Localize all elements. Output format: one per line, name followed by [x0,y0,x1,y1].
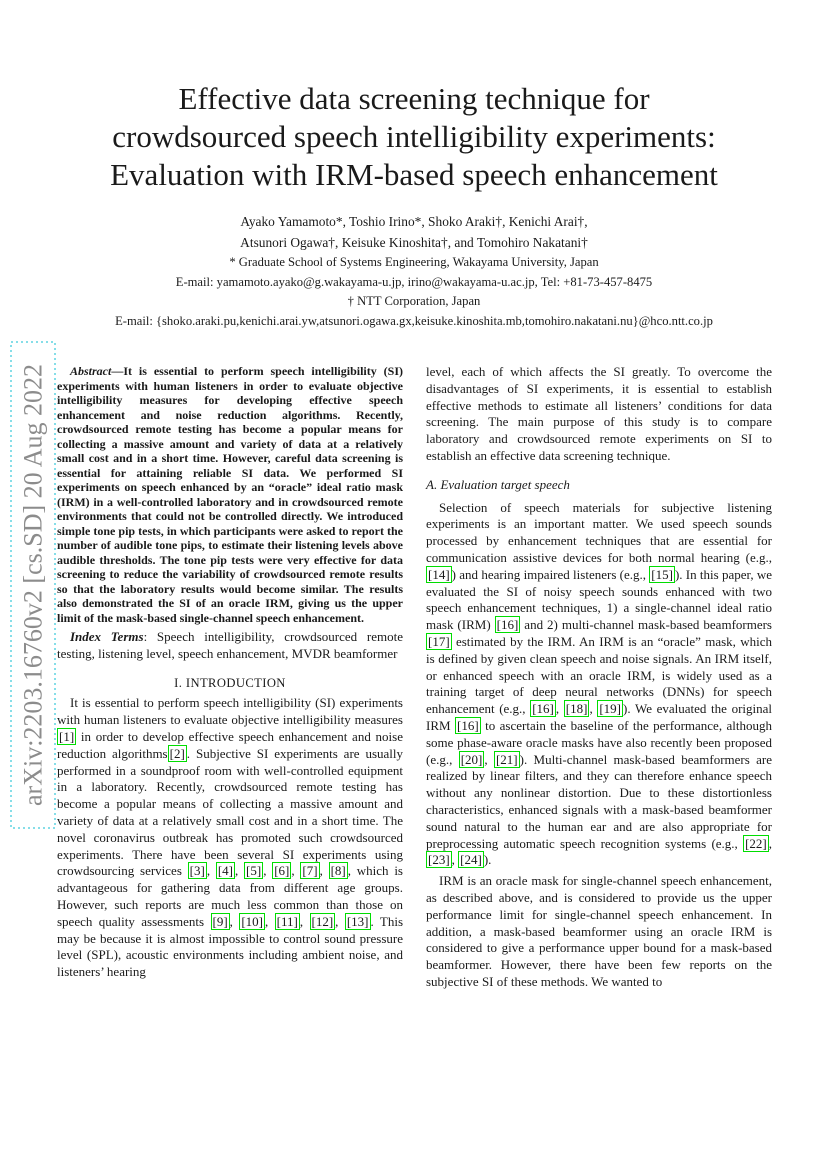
section-heading-introduction: I. INTRODUCTION [174,675,286,690]
author-line-1: Ayako Yamamoto*, Toshio Irino*, Shoko Araki†, Kenichi Arai†, [240,214,588,229]
citation-link[interactable]: [12] [311,913,334,929]
abstract [57,364,403,625]
author-line-2: Atsunori Ogawa†, Keisuke Kinoshita†, and Tomohiro Nakatani† [240,235,588,250]
title-line-3: Evaluation with IRM-based speech enhancement [110,157,718,192]
paragraph-continued: level, each of which affects the SI greatly. To overcome the disadvantages of SI experiments, it is essential to establish effective methods to estimate all listeners’ conditions for data screening. The main purpose of this study is to compare laboratory and crowdsourced remote experiments on SI to establish an effective data screening technique. [426,364,772,463]
email-line-1: E-mail: yamamoto.ayako@g.wakayama-u.jp, irino@wakayama-u.ac.jp, Tel: +81-73-457-8475 [175,274,653,289]
citation-link[interactable]: [19] [599,701,621,717]
title-line-1: Effective data screening technique for [178,81,650,116]
author-block [40,211,788,331]
citation-link[interactable]: [11] [276,913,298,929]
citation-link[interactable]: [16] [496,617,519,633]
paragraph-speech-materials: Selection of speech materials for subjective listening experiments is an important matter. We used speech sounds processed by enhancement techniques that are essential for communication assistive devices for both normal hearing (e.g., [14] ) and hearing impaired listeners (e.g., [15] ). In this paper, we evaluated the SI of noisy speech sounds enhanced with two speech enhancement techniques, 1) a single-channel ideal ratio mask (IRM) [16] and 2) multi-channel mask-based beamformers [17] estimated by the IRM. An IRM is an “oracle” mask, which is defined by given clean speech and noise signals. An IRM itself, or enhanced speech with an oracle IRM, is widely used as a training target of deep neural networks (DNNs) for speech enhancement (e.g., [16] , [18] , [19] ). We evaluated the original IRM [16] to ascertain the baseline of the performance, although some phase-aware oracle masks have also recently been proposed (e.g., [20] , [21] ). Multi-channel mask-based beamformers are realized by linear filters, and they can therefore enhance speech without any nonlinear distortion. Due to these distortionless characteristics, enhanced signals with a mask-based beamformer sound natural to the human ear and are also appropriate for preprocessing automatic speech recognition systems (e.g., [22] , [23] , [24] ). [426,499,773,868]
arxiv-stamp[interactable] [8,340,58,830]
citation-link[interactable]: [14] [428,566,450,582]
index-terms-text: : Speech intelligibility, crowdsourced remote testing, listening level, speech enhancement, MVDR beamformer [57,629,403,661]
citation-link[interactable]: [16] [457,717,479,733]
citation-link[interactable]: [15] [651,566,673,582]
citation-link[interactable]: [9] [212,913,228,929]
paper-title [60,80,768,194]
citation-link[interactable]: [5] [246,863,262,879]
citation-link[interactable]: [16] [532,701,554,717]
subsection-heading: A. Evaluation target speech [426,476,570,492]
citation-link[interactable]: [18] [565,701,588,717]
citation-link[interactable]: [10] [241,913,263,929]
citation-link[interactable]: [1] [59,728,75,744]
abstract-label: Abstract [70,364,112,378]
citation-link[interactable]: [6] [274,863,290,879]
citation-link[interactable]: [3] [189,863,205,879]
paragraph-irm: IRM is an oracle mask for single-channel speech enhancement, as described above, and is considered to provide us the upper performance limit for single-channel speech enhancement. In addition, a mask-based beamformer using an oracle IRM is considered to give a performance upper bound for a mask-based beamformer. However, there have been few reports on the subjective SI of these methods. We wanted to [426,873,772,989]
email-line-2: E-mail: {shoko.araki.pu,kenichi.arai.yw,atsunori.ogawa.gx,keisuke.kinoshita.mb,tomohiro.nakatani.nu}@hco.ntt.co.jp [115,313,713,328]
title-line-2: crowdsourced speech intelligibility experiments: [112,119,716,154]
arxiv-identifier: arXiv:2203.16760v2 [cs.SD] 20 Aug 2022 [18,364,48,806]
abstract-text: —It is essential to perform speech intelligibility (SI) experiments with human listeners in order to evaluate objective intelligibility measures for developing effective speech enhancement and noise reduction algorithms. Recently, crowdsourced remote testing has become a popular means for collecting a massive amount and variety of data at a relatively small cost and in a short time. However, careful data screening is essential for attaining reliable SI data. We performed SI experiments on speech enhanced by an “oracle” ideal ratio mask (IRM) in a well-controlled laboratory and in crowdsourced remote environments that could not be controlled directly. We introduced simple tone pip tests, in which participants were asked to report the number of audible tone pips, to estimate their listening levels above audible thresholds. The tone pip tests were very effective for data screening to reduce the variability of crowdsourced remote results so that the laboratory results would become similar. The results also demonstrated the SI of an oracle IRM, giving us the upper limit of the mask-based single-channel speech enhancement. [57,364,403,625]
citation-link[interactable]: [8] [330,863,346,879]
index-terms [57,629,403,663]
citation-link[interactable]: [23] [428,852,450,868]
left-column [57,364,403,985]
affiliation-2: † NTT Corporation, Japan [347,294,481,308]
citation-link[interactable]: [13] [346,913,369,929]
affiliation-1: * Graduate School of Systems Engineering, Wakayama University, Japan [229,255,599,269]
citation-link[interactable]: [7] [302,863,318,879]
citation-link[interactable]: [24] [460,852,482,868]
citation-link[interactable]: [2] [169,745,185,761]
citation-link[interactable]: [4] [217,863,234,879]
intro-paragraph: It is essential to perform speech intelligibility (SI) experiments with human listeners to evaluate objective intelligibility measures [1] in order to develop effective speech enhancement and noise reduction algorithms [2] . Subjective SI experiments are usually performed in a soundproof room with well-controlled equipment in a laboratory. Recently, crowdsourced remote testing has become a popular means of collecting a massive amount and variety of data at a relatively small cost and in a short time. The novel coronavirus outbreak has promoted such crowdsourced experiments. There have been several SI experiments using crowdsourcing services [3] , [4] , [5] , [6] , [7] , [8] , which is advantageous for gathering data from different age groups. However, such reports are much less common than those on speech quality assessments [9] , [10] , [11] , [12] , [13] . This may be because it is almost impossible to control sound pressure level (SPL), acoustic environments including ambient noise, and listeners’ hearing [57,695,404,980]
right-column [426,364,772,995]
citation-link[interactable]: [21] [495,751,518,767]
index-terms-label: Index Terms [70,629,144,644]
citation-link[interactable]: [20] [460,751,483,767]
citation-link[interactable]: [17] [428,633,450,649]
citation-link[interactable]: [22] [745,835,767,851]
